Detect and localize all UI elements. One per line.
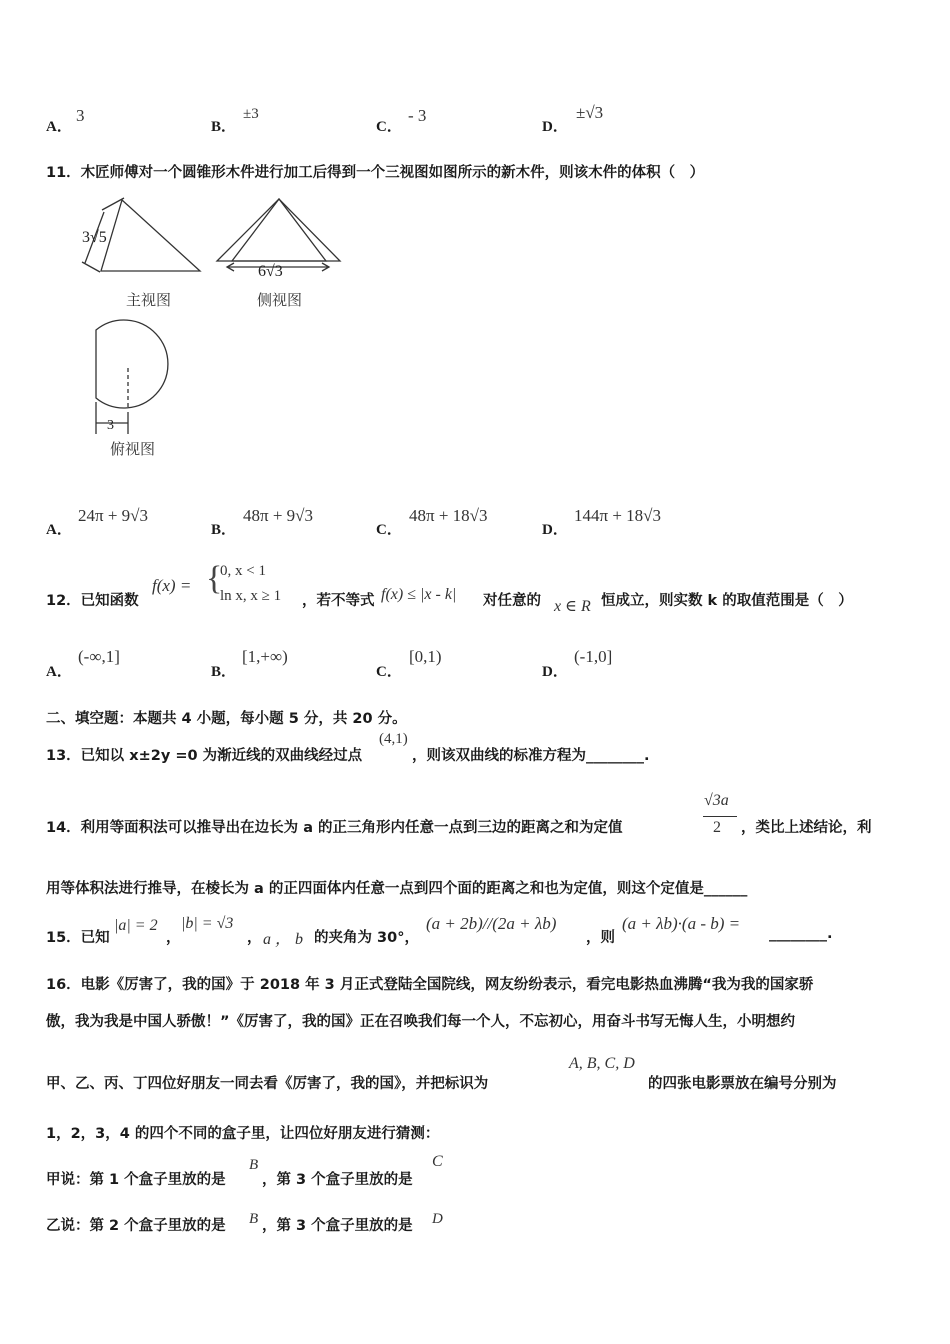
q13-point: (4,1) — [379, 731, 408, 747]
q11-option-a-value: 24π + 9√3 — [78, 506, 149, 525]
q12-case-2: ln x, x ≥ 1 — [220, 588, 282, 604]
side-view-diagram — [217, 199, 340, 271]
q11-option-b-label: B． — [211, 522, 237, 538]
q14-line-2: 用等体积法进行推导，在棱长为 a 的正四面体内任意一点到四个面的距离之和也为定值，则这个定值是______ — [46, 881, 748, 897]
q11-option-c-value: 48π + 18√3 — [409, 506, 488, 525]
q10-option-c-value: - 3 — [408, 106, 427, 125]
q15-parallel: (a + 2b)//(2a + λb) — [426, 914, 557, 933]
q10-option-d-value: ±√3 — [576, 103, 604, 122]
q10-option-a-label: A． — [46, 119, 72, 135]
top-view-diagram — [96, 320, 168, 434]
q10-option-a-value: 3 — [76, 106, 85, 125]
q15-prefix: 15．已知 — [46, 930, 110, 946]
q16-yi-box3: D — [432, 1211, 443, 1227]
q15-expression: (a + λb)·(a - b) = — [622, 914, 741, 933]
q12-fx: f(x) = — [152, 576, 192, 595]
q12-option-c-value: [0,1) — [409, 647, 442, 666]
front-view-caption: 主视图 — [126, 291, 172, 309]
q10-option-b-value: ±3 — [243, 106, 259, 122]
top-view-dim: 3 — [107, 418, 114, 433]
q12-option-b-label: B． — [211, 664, 237, 680]
q16-ticket-letters: A, B, C, D — [569, 1055, 635, 1072]
three-view-figure — [76, 190, 346, 462]
q16-jia-mid: ，第 3 个盒子里放的是 — [262, 1172, 413, 1188]
q15-then: ，则 — [586, 930, 615, 946]
q16-yi-prefix: 乙说：第 2 个盒子里放的是 — [46, 1218, 226, 1234]
q14-fraction-denominator: 2 — [713, 819, 721, 836]
q16-line-4: 1，2，3，4 的四个不同的盒子里，让四位好朋友进行猜测： — [46, 1126, 440, 1142]
side-view-caption: 侧视图 — [257, 291, 303, 309]
q12-option-d-value: (-1,0] — [574, 647, 613, 666]
q15-angle: 的夹角为 30°， — [314, 930, 419, 946]
q12-condition: x ∈ R — [554, 598, 591, 615]
q14-fraction-bar — [703, 816, 737, 817]
q16-line-3-prefix: 甲、乙、丙、丁四位好朋友一同去看《厉害了，我的国》，并把标识为 — [46, 1076, 489, 1092]
q11-stem: 11．木匠师傅对一个圆锥形木件进行加工后得到一个三视图如图所示的新木件，则该木件的体积（ ） — [46, 165, 705, 181]
section-heading: 二、填空题：本题共 4 小题，每小题 5 分，共 20 分。 — [46, 711, 407, 727]
q13-suffix: ，则该双曲线的标准方程为________. — [412, 748, 650, 764]
q12-mid-1: ，若不等式 — [302, 593, 375, 609]
q10-option-c-label: C． — [376, 119, 402, 135]
top-view-caption: 俯视图 — [110, 440, 156, 458]
q16-jia-box3: C — [432, 1153, 443, 1170]
front-view-dim: 3√5 — [82, 229, 107, 246]
q12-option-a-label: A． — [46, 664, 72, 680]
q12-inequality: f(x) ≤ |x - k| — [381, 586, 457, 603]
q12-suffix: 恒成立，则实数 k 的取值范围是（ ） — [601, 593, 853, 609]
q16-yi-mid: ，第 3 个盒子里放的是 — [262, 1218, 413, 1234]
q16-jia-box1: B — [249, 1157, 259, 1173]
q11-option-a-label: A． — [46, 522, 72, 538]
q16-jia-prefix: 甲说：第 1 个盒子里放的是 — [46, 1172, 226, 1188]
q12-option-c-label: C． — [376, 664, 402, 680]
q16-line-1: 16．电影《厉害了，我的国》于 2018 年 3 月正式登陆全国院线，网友纷纷表示，看完电影热血沸腾“我为我的国家骄 — [46, 977, 814, 993]
q16-yi-box2: B — [249, 1211, 259, 1227]
q10-option-d-label: D． — [542, 119, 568, 135]
q12-case-1: 0, x < 1 — [220, 563, 266, 579]
q12-mid-2: 对任意的 — [483, 593, 541, 609]
q15-sep-2: ， — [247, 930, 262, 946]
q16-line-3-suffix: 的四张电影票放在编号分别为 — [648, 1076, 837, 1092]
q14-fraction-numerator: √3a — [704, 792, 729, 809]
q12-brace: { — [206, 560, 223, 597]
q12-option-d-label: D． — [542, 664, 568, 680]
q10-option-b-label: B． — [211, 119, 237, 135]
q16-line-2: 傲，我为我是中国人骄傲！”《厉害了，我的国》正在召唤我们每一个人，不忘初心，用奋斗书写无悔人生，小明想约 — [46, 1014, 796, 1030]
q13-prefix: 13．已知以 x±2y =0 为渐近线的双曲线经过点 — [46, 748, 363, 764]
q11-option-c-label: C． — [376, 522, 402, 538]
q15-sep-1: ， — [166, 930, 181, 946]
q11-option-b-value: 48π + 9√3 — [243, 506, 314, 525]
q14-line-1-suffix: ，类比上述结论，利 — [741, 820, 872, 836]
q15-vectors: a ， b — [263, 931, 304, 948]
q15-end: ________. — [769, 926, 833, 942]
side-view-dim: 6√3 — [258, 263, 283, 280]
q11-option-d-label: D． — [542, 522, 568, 538]
q15-b-modulus: |b| = √3 — [181, 915, 234, 932]
q11-option-d-value: 144π + 18√3 — [574, 506, 662, 525]
q12-option-b-value: [1,+∞) — [242, 647, 288, 666]
q15-a-modulus: |a| = 2 — [114, 917, 158, 934]
q12-option-a-value: (-∞,1] — [78, 647, 120, 666]
q14-line-1-prefix: 14．利用等面积法可以推导出在边长为 a 的正三角形内任意一点到三边的距离之和为定值 — [46, 820, 623, 836]
q12-prefix: 12．已知函数 — [46, 593, 139, 609]
